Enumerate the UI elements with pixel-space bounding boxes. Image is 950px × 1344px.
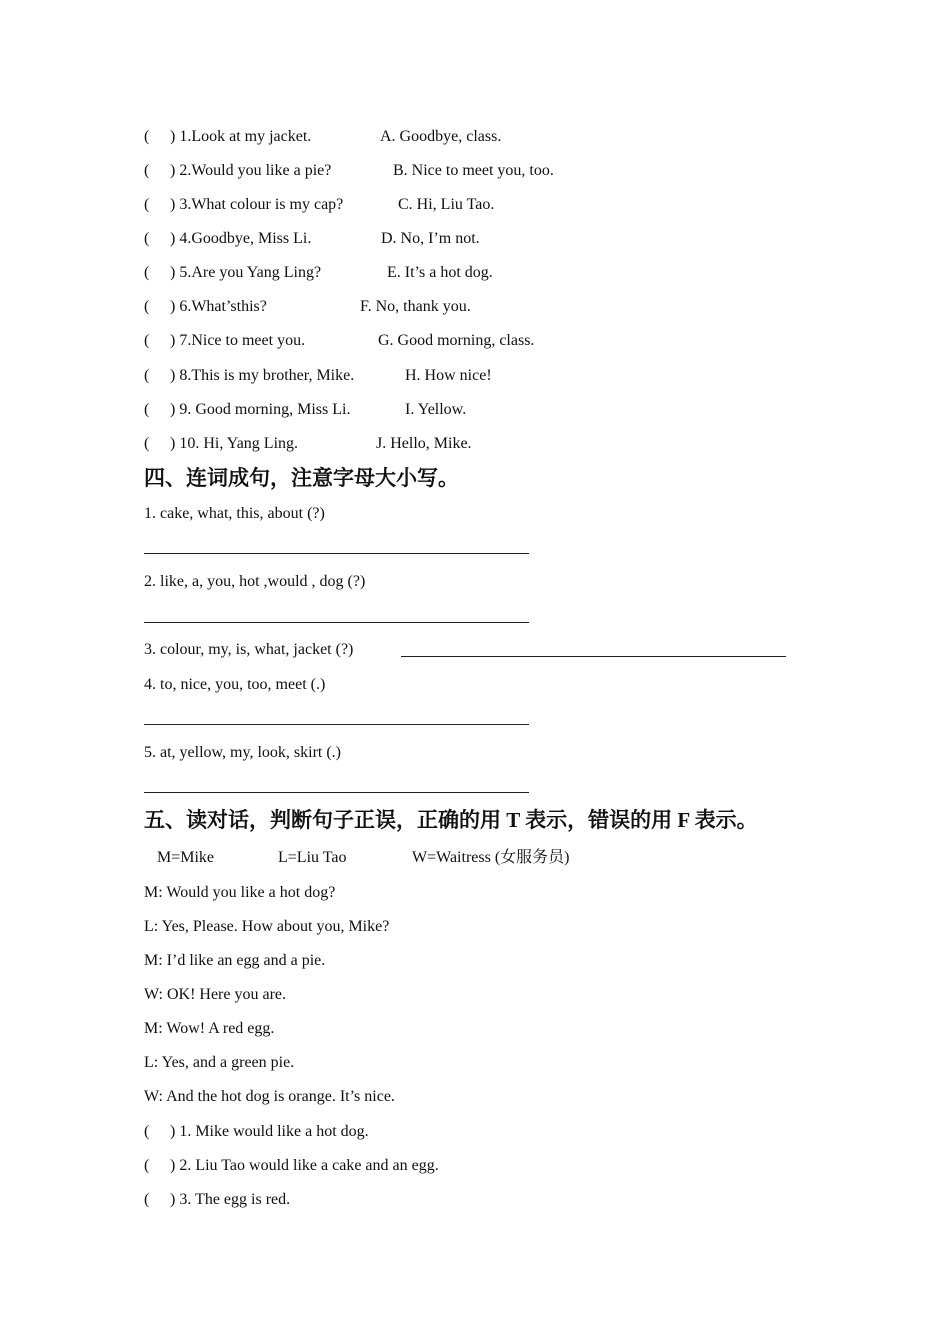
match-question: 10. Hi, Yang Ling.: [179, 435, 299, 452]
answer-paren[interactable]: (: [144, 196, 150, 213]
match-option: C. Hi, Liu Tao.: [398, 196, 495, 213]
answer-paren[interactable]: (: [144, 1157, 150, 1174]
answer-paren[interactable]: (: [144, 1191, 150, 1208]
dialogue-line-5: M: Wow! A red egg.: [144, 1020, 275, 1037]
dialogue-line-7: W: And the hot dog is orange. It’s nice.: [144, 1088, 395, 1105]
match-row-5: ( ) 5.Are you Yang Ling? E. It’s a hot dog.: [144, 264, 493, 281]
match-option: I. Yellow.: [405, 401, 467, 418]
match-row-4: ( ) 4.Goodbye, Miss Li. D. No, I’m not.: [144, 230, 480, 247]
match-option: B. Nice to meet you, too.: [393, 162, 554, 179]
judgement-text: 3. The egg is red.: [179, 1191, 291, 1208]
reorder-item-2: 2. like, a, you, hot ,would , dog (?): [144, 573, 366, 590]
reorder-item-3: 3. colour, my, is, what, jacket (?): [144, 641, 354, 658]
match-row-3: ( ) 3.What colour is my cap? C. Hi, Liu Tao.: [144, 196, 495, 213]
dialogue-line-4: W: OK! Here you are.: [144, 986, 287, 1003]
reorder-item-1: 1. cake, what, this, about (?): [144, 505, 325, 522]
role-waitress: W=Waitress (女服务员): [412, 849, 570, 866]
answer-paren[interactable]: (: [144, 401, 150, 418]
answer-line-5[interactable]: [144, 792, 529, 793]
match-option: F. No, thank you.: [360, 298, 471, 315]
section5-heading: 五、读对话，判断句子正误，正确的用 T 表示，错误的用 F 表示。: [144, 808, 758, 832]
match-question: 4.Goodbye, Miss Li.: [179, 230, 312, 247]
match-row-1: ( ) 1.Look at my jacket. A. Goodbye, class.: [144, 128, 502, 145]
match-question: 7.Nice to meet you.: [179, 332, 306, 349]
answer-paren[interactable]: (: [144, 128, 150, 145]
match-option: G. Good morning, class.: [378, 332, 535, 349]
answer-line-4[interactable]: [144, 724, 529, 725]
match-question: 1.Look at my jacket.: [179, 128, 312, 145]
dialogue-line-6: L: Yes, and a green pie.: [144, 1054, 295, 1071]
answer-paren[interactable]: (: [144, 264, 150, 281]
match-row-6: ( ) 6.What’sthis? F. No, thank you.: [144, 298, 471, 315]
answer-paren[interactable]: (: [144, 230, 150, 247]
reorder-item-4: 4. to, nice, you, too, meet (.): [144, 676, 326, 693]
dialogue-line-1: M: Would you like a hot dog?: [144, 884, 336, 901]
judgement-text: 2. Liu Tao would like a cake and an egg.: [179, 1157, 439, 1174]
dialogue-line-2: L: Yes, Please. How about you, Mike?: [144, 918, 390, 935]
match-row-7: ( ) 7.Nice to meet you. G. Good morning, class.: [144, 332, 535, 349]
match-question: 8.This is my brother, Mike.: [179, 367, 355, 384]
match-row-10: ( ) 10. Hi, Yang Ling. J. Hello, Mike.: [144, 435, 472, 452]
match-option: H. How nice!: [405, 367, 492, 384]
answer-paren[interactable]: (: [144, 367, 150, 384]
answer-paren[interactable]: (: [144, 435, 150, 452]
match-option: A. Goodbye, class.: [380, 128, 502, 145]
answer-paren[interactable]: (: [144, 332, 150, 349]
match-row-9: ( ) 9. Good morning, Miss Li. I. Yellow.: [144, 401, 467, 418]
match-question: 5.Are you Yang Ling?: [179, 264, 322, 281]
match-question: 3.What colour is my cap?: [179, 196, 344, 213]
section4-heading: 四、连词成句，注意字母大小写。: [144, 466, 459, 490]
answer-paren[interactable]: (: [144, 1123, 150, 1140]
reorder-item-5: 5. at, yellow, my, look, skirt (.): [144, 744, 342, 761]
answer-paren[interactable]: (: [144, 162, 150, 179]
role-liu-tao: L=Liu Tao: [278, 849, 347, 866]
answer-paren[interactable]: (: [144, 298, 150, 315]
match-question: 2.Would you like a pie?: [179, 162, 332, 179]
answer-line-3[interactable]: [401, 656, 786, 657]
match-row-2: ( ) 2.Would you like a pie? B. Nice to meet you, too.: [144, 162, 554, 179]
dialogue-line-3: M: I’d like an egg and a pie.: [144, 952, 326, 969]
role-mike: M=Mike: [157, 849, 215, 866]
match-row-8: ( ) 8.This is my brother, Mike. H. How nice!: [144, 367, 492, 384]
match-option: E. It’s a hot dog.: [387, 264, 493, 281]
answer-line-1[interactable]: [144, 553, 529, 554]
judgement-row-1: ( ) 1. Mike would like a hot dog.: [144, 1123, 369, 1140]
match-option: D. No, I’m not.: [381, 230, 480, 247]
answer-line-2[interactable]: [144, 622, 529, 623]
match-option: J. Hello, Mike.: [376, 435, 472, 452]
judgement-text: 1. Mike would like a hot dog.: [179, 1123, 369, 1140]
judgement-row-3: ( ) 3. The egg is red.: [144, 1191, 291, 1208]
match-question: 9. Good morning, Miss Li.: [179, 401, 351, 418]
judgement-row-2: ( ) 2. Liu Tao would like a cake and an egg.: [144, 1157, 439, 1174]
match-question: 6.What’sthis?: [179, 298, 267, 315]
